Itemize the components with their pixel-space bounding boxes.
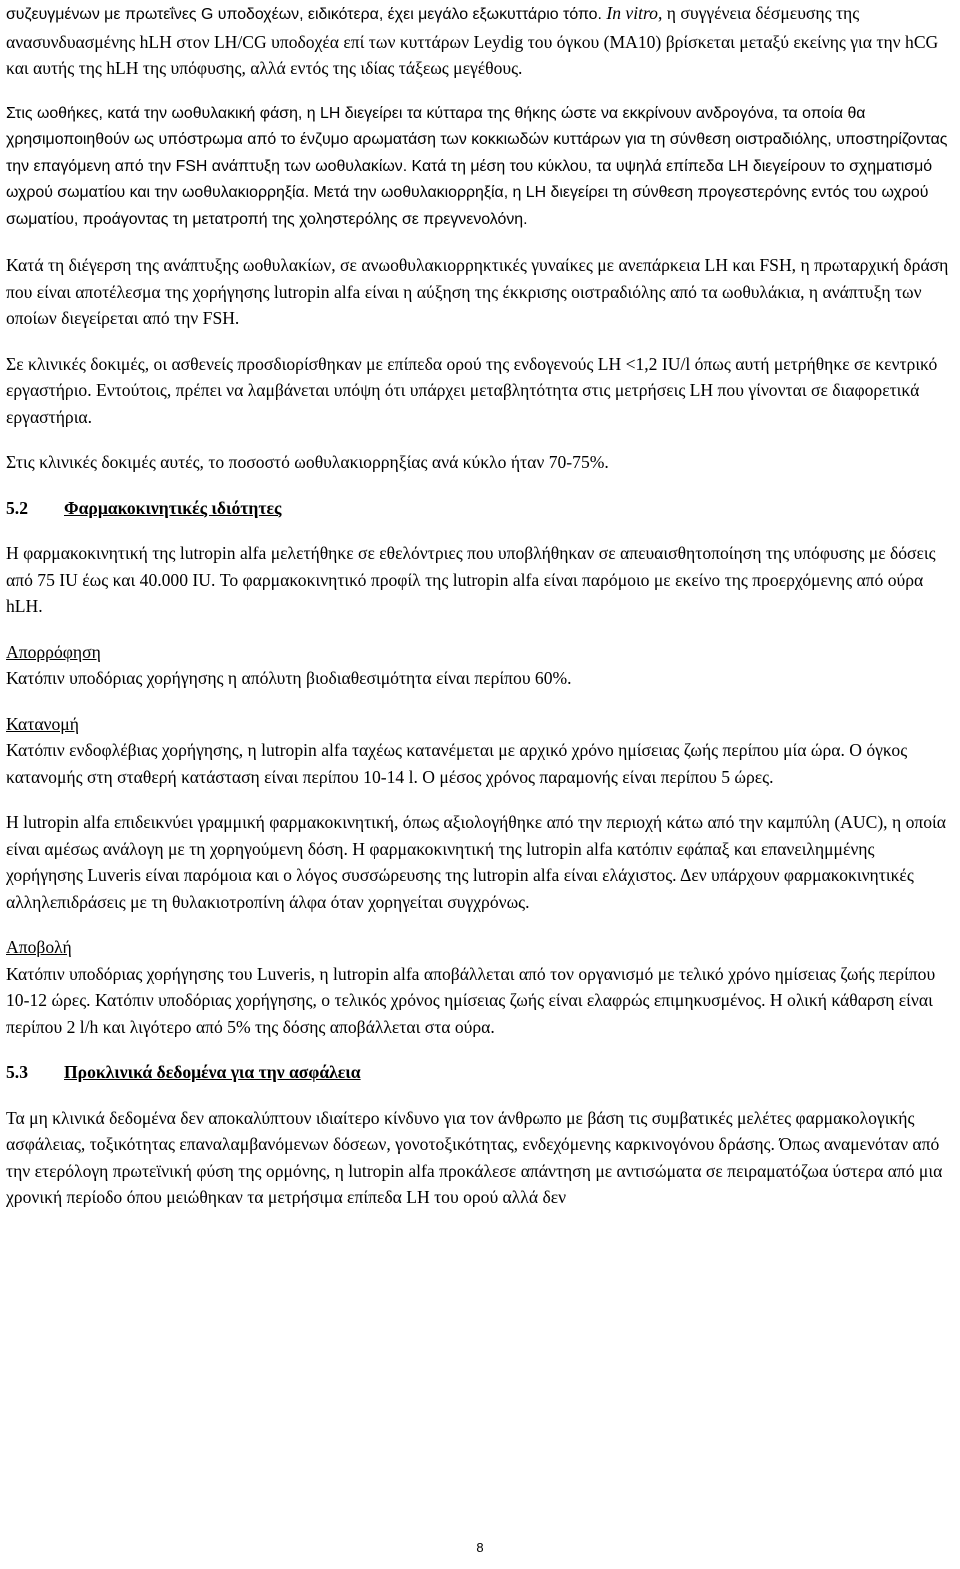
subsection-title: Απορρόφηση <box>6 641 101 662</box>
section-title: Φαρμακοκινητικές ιδιότητες <box>64 497 282 518</box>
section-title: Προκλινικά δεδομένα για την ασφάλεια <box>64 1062 361 1082</box>
subsection-title: Αποβολή <box>6 937 72 957</box>
document-page <box>6 0 950 1230</box>
paragraph-clinical-trials: Σε κλινικές δοκιμές, οι ασθενείς προσδιορίσθηκαν με επίπεδα ορού της ενδογενούς LH <1,2 IU/l όπως αυτή μετρήθηκε σε κεντρικό εργαστήριο. Εντούτοις, πρέπει να λαμβάνεται υπόψη ότι υπάρχει μεταβλητότητα στις μετρήσεις LH που γίνονται σε διαφορετικά εργαστήρια. <box>6 353 938 427</box>
section-number: 5.2 <box>6 497 28 518</box>
section-heading-5-2 <box>6 495 950 522</box>
section-heading-5-3 <box>6 1059 950 1086</box>
paragraph-ovary-action <box>6 101 950 234</box>
paragraph-linear-pk: Η lutropin alfa επιδεικνύει γραμμική φαρμακοκινητική, όπως αξιολογήθηκε από την περιοχή κάτω από την καμπύλη (AUC), η οποία είναι αμέσως ανάλογη με τη χορηγούμενη δόση. Η φαρμακοκινητική της lutropin alfa κατόπιν εφάπαξ και επανειλημμένης χορήγησης Luveris είναι παρόμοια και ο λόγος συσσώρευσης της lutropin alfa είναι ελάχιστος. Δεν υπάρχουν φαρμακοκινητικές αλληλεπιδράσεις με τη θυλακιοτροπίνη άλφα όταν χορηγείται συγχρόνως. <box>6 812 947 912</box>
subsection-text: Κατόπιν υποδόριας χορήγησης του Luveris, η lutropin alfa αποβάλλεται από τον οργανισμό με τελικό χρόνο ημίσειας ζωής περίπου 10-12 ώρες. Κατόπιν υποδόριας χορήγησης, ο τελικός χρόνος ημίσειας ζωής είναι ελαφρώς επιμηκυσμένος. Η ολική κάθαρση είναι περίπου 2 l/h και λιγότερο από 5% της δόσης αποβάλλεται στα ούρα. <box>6 963 936 1037</box>
paragraph-receptor-affinity <box>6 0 950 82</box>
paragraph-text: Στις ωοθήκες, κατά την ωοθυλακική φάση, η LH διεγείρει τα κύτταρα της θήκης ώστε να εκκρίνουν ανδρογόνα, τα οποία θα χρησιμοποιηθούν ως υπόστρωμα από το ένζυμο αρωματάση των κοκκιωδών κυττάρων για τη σύνθεση οιστραδιόλης, υποστηρίζοντας την επαγόμενη από την FSH ανάπτυξη των ωοθυλακίων. <box>6 104 948 175</box>
subsection-text: Κατόπιν ενδοφλέβιας χορήγησης, η lutropin alfa ταχέως κατανέμεται με αρχικό χρόνο ημίσειας ζωής περίπου μία ώρα. Ο όγκος κατανομής στη σταθερή κατάσταση είναι περίπου 10-14 l. Ο μέσος χρόνος παραμονής είναι περίπου 5 ώρες. <box>6 740 908 787</box>
paragraph-text: η συγγένεια δέσμευσης της ανασυνδυασμένης hLH στον LH/CG υποδοχέα επί των κυττάρων Leydig του όγκου (MA10) βρίσκεται μεταξύ εκείνης για την hCG και αυτής της hLH της υπόφυσης, αλλά εντός της ιδίας τάξεως μεγέθους. <box>6 3 939 78</box>
paragraph-text: Κατά τη μέση του κύκλου, τα υψηλά επίπεδα LH διεγείρουν το σχηματισμό ωχρού σωματίου και την ωοθυλακιορρηξία. Μετά την ωοθυλακιορρηξία, η LH διεγείρει τη σύνθεση προγεστερόνης εντός του ωχρού σωματίου, προάγοντας τη μετατροπή της χοληστερόλης σε πρεγνενολόνη. <box>6 157 933 228</box>
page-number: 8 <box>476 1540 484 1555</box>
subsection-title: Κατανομή <box>6 713 79 734</box>
paragraph-pk-intro: Η φαρμακοκινητική της lutropin alfa μελετήθηκε σε εθελόντριες που υποβλήθηκαν σε απευαισθητοποίηση της υπόφυσης με δόσεις από 75 IU έως και 40.000 IU. Το φαρμακοκινητικό προφίλ της lutropin alfa είναι παρόμοιο με εκείνο της προερχόμενης από ούρα hLH. <box>6 543 936 616</box>
paragraph-follicle-stimulation: Κατά τη διέγερση της ανάπτυξης ωοθυλακίων, σε ανωοθυλακιορρηκτικές γυναίκες με ανεπάρκεια LH και FSH, η πρωταρχική δράση που είναι αποτέλεσμα της χορήγησης lutropin alfa είναι η αύξηση της έκκρισης οιστραδιόλης από τα ωοθυλάκια, η ανάπτυξη των οποίων διεγείρεται από την FSH. <box>6 255 949 328</box>
subsection-absorption <box>6 639 950 692</box>
paragraph-ovulation-rate: Στις κλινικές δοκιμές αυτές, το ποσοστό ωοθυλακιορρηξίας ανά κύκλο ήταν 70-75%. <box>6 452 609 472</box>
paragraph-text: συζευγμένων με πρωτεΐνες G υποδοχέων, ειδικότερα, έχει μεγάλο εξωκυττάριο τόπο. <box>6 6 602 23</box>
subsection-text: Κατόπιν υποδόριας χορήγησης η απόλυτη βιοδιαθεσιμότητα είναι περίπου 60%. <box>6 668 572 688</box>
section-number: 5.3 <box>6 1062 28 1082</box>
subsection-distribution <box>6 711 950 791</box>
paragraph-preclinical: Τα μη κλινικά δεδομένα δεν αποκαλύπτουν ιδιαίτερο κίνδυνο για τον άνθρωπο με βάση τις συμβατικές μελέτες φαρμακολογικής ασφάλειας, τοξικότητας επαναλαμβανόμενων δόσεων, γονοτοξικότητας, ενδεχόμενης καρκινογόνου δράσης. Όπως αναμενόταν από την ετερόλογη πρωτεϊνική φύση της ορμόνης, η lutropin alfa προκάλεσε απάντηση με αντισώματα σε πειραματόζωα ύστερα από μια χρονική περίοδο όπου μειώθηκαν τα μετρήσιμα επίπεδα LH του ορού αλλά δεν <box>6 1107 943 1207</box>
subsection-elimination <box>6 934 950 1040</box>
in-vitro-italic: In vitro, <box>606 3 663 23</box>
